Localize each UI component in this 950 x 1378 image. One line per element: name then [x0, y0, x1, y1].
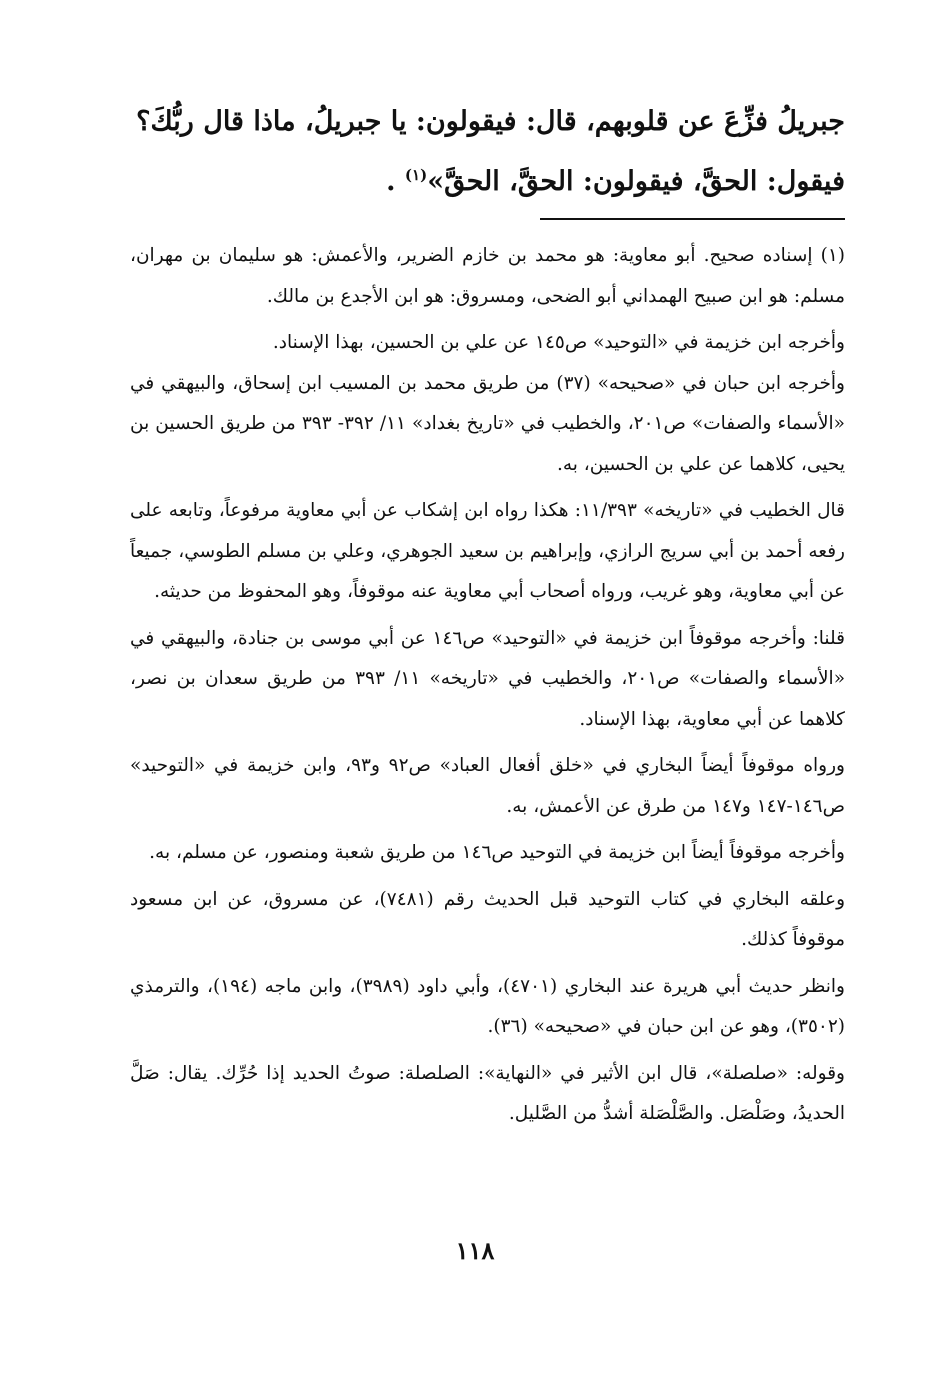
- footnote-marker: (١): [404, 166, 428, 184]
- page-number: ١١٨: [455, 1236, 495, 1265]
- main-text-line-1: جبريلُ فزِّعَ عن قلوبهم، قال: فيقولون: يا جبريلُ، ماذا قال ربُّكَ؟: [136, 106, 845, 137]
- main-text: [120, 92, 845, 212]
- footnote-paragraph: (١) إسناده صحيح. أبو معاوية: هو محمد بن خازم الضرير، والأعمش: هو سليمان بن مهران، مسلم: هو ابن صبيح الهمداني أبو الضحى، ومسروق: هو ابن الأجدع بن مالك.: [130, 245, 845, 307]
- main-text-line-2: [120, 152, 845, 212]
- main-text-line-2-end: .: [386, 166, 396, 197]
- footnote-paragraph: وأخرجه ابن حبان في «صحيحه» (٣٧) من طريق محمد بن المسيب ابن إسحاق، والبيهقي في «الأسماء والصفات» ص٢٠١، والخطيب في «تاريخ بغداد» ١١/ ٣٩٢- ٣٩٣ من طريق الحسين بن يحيى، كلاهما عن علي بن الحسين، به.: [130, 372, 845, 475]
- footnote-paragraph: ورواه موقوفاً أيضاً البخاري في «خلق أفعال العباد» ص٩٢ و٩٣، وابن خزيمة في «التوحيد» ص١٤٦-١٤٧ و١٤٧ من طرق عن الأعمش، به.: [130, 755, 845, 817]
- footnote-paragraph: وأخرجه موقوفاً أيضاً ابن خزيمة في التوحيد ص١٤٦ من طريق شعبة ومنصور، عن مسلم، به.: [149, 842, 845, 863]
- footnote-paragraph: وقوله: «صلصلة»، قال ابن الأثير في «النهاية»: الصلصلة: صوتُ الحديد إذا حُرِّك. يقال: صَلَّ الحديدُ، وصَلْصَل. والصَّلْصَلة أشدُّ من الصَّليل.: [130, 1062, 845, 1124]
- footnotes: [130, 236, 845, 1135]
- footnote-separator: [540, 218, 845, 220]
- footnote-paragraph: وانظر حديث أبي هريرة عند البخاري (٤٧٠١)، وأبي داود (٣٩٨٩)، وابن ماجه (١٩٤)، والترمذي (٣٥٠٢)، وهو عن ابن حبان في «صحيحه» (٣٦).: [130, 975, 845, 1037]
- footnote-paragraph: وأخرجه ابن خزيمة في «التوحيد» ص١٤٥ عن علي بن الحسين، بهذا الإسناد.: [272, 332, 845, 353]
- footnote-paragraph: قال الخطيب في «تاريخه» ١١/٣٩٣: هكذا رواه ابن إشكاب عن أبي معاوية مرفوعاً، وتابعه على رفعه أحمد بن أبي سريج الرازي، وإبراهيم بن سعيد الجوهري، وعلي بن مسلم الطوسي، جميعاً عن أبي معاوية، وهو غريب، ورواه أصحاب أبي معاوية عنه موقوفاً، وهو المحفوظ من حديثه.: [130, 500, 845, 602]
- footnote-paragraph: قلنا: وأخرجه موقوفاً ابن خزيمة في «التوحيد» ص١٤٦ عن أبي موسى بن جنادة، والبيهقي في «الأسماء والصفات» ص٢٠١، والخطيب في «تاريخه» ١١/ ٣٩٣ من طريق سعدان بن نصر، كلاهما عن أبي معاوية، بهذا الإسناد.: [130, 627, 846, 730]
- main-text-line-2-body: فيقول: الحقَّ، فيقولون: الحقَّ، الحقَّ»: [427, 166, 845, 197]
- footnote-paragraph: وعلقه البخاري في كتاب التوحيد قبل الحديث رقم (٧٤٨١)، عن مسروق، عن ابن مسعود موقوفاً كذلك.: [130, 888, 845, 950]
